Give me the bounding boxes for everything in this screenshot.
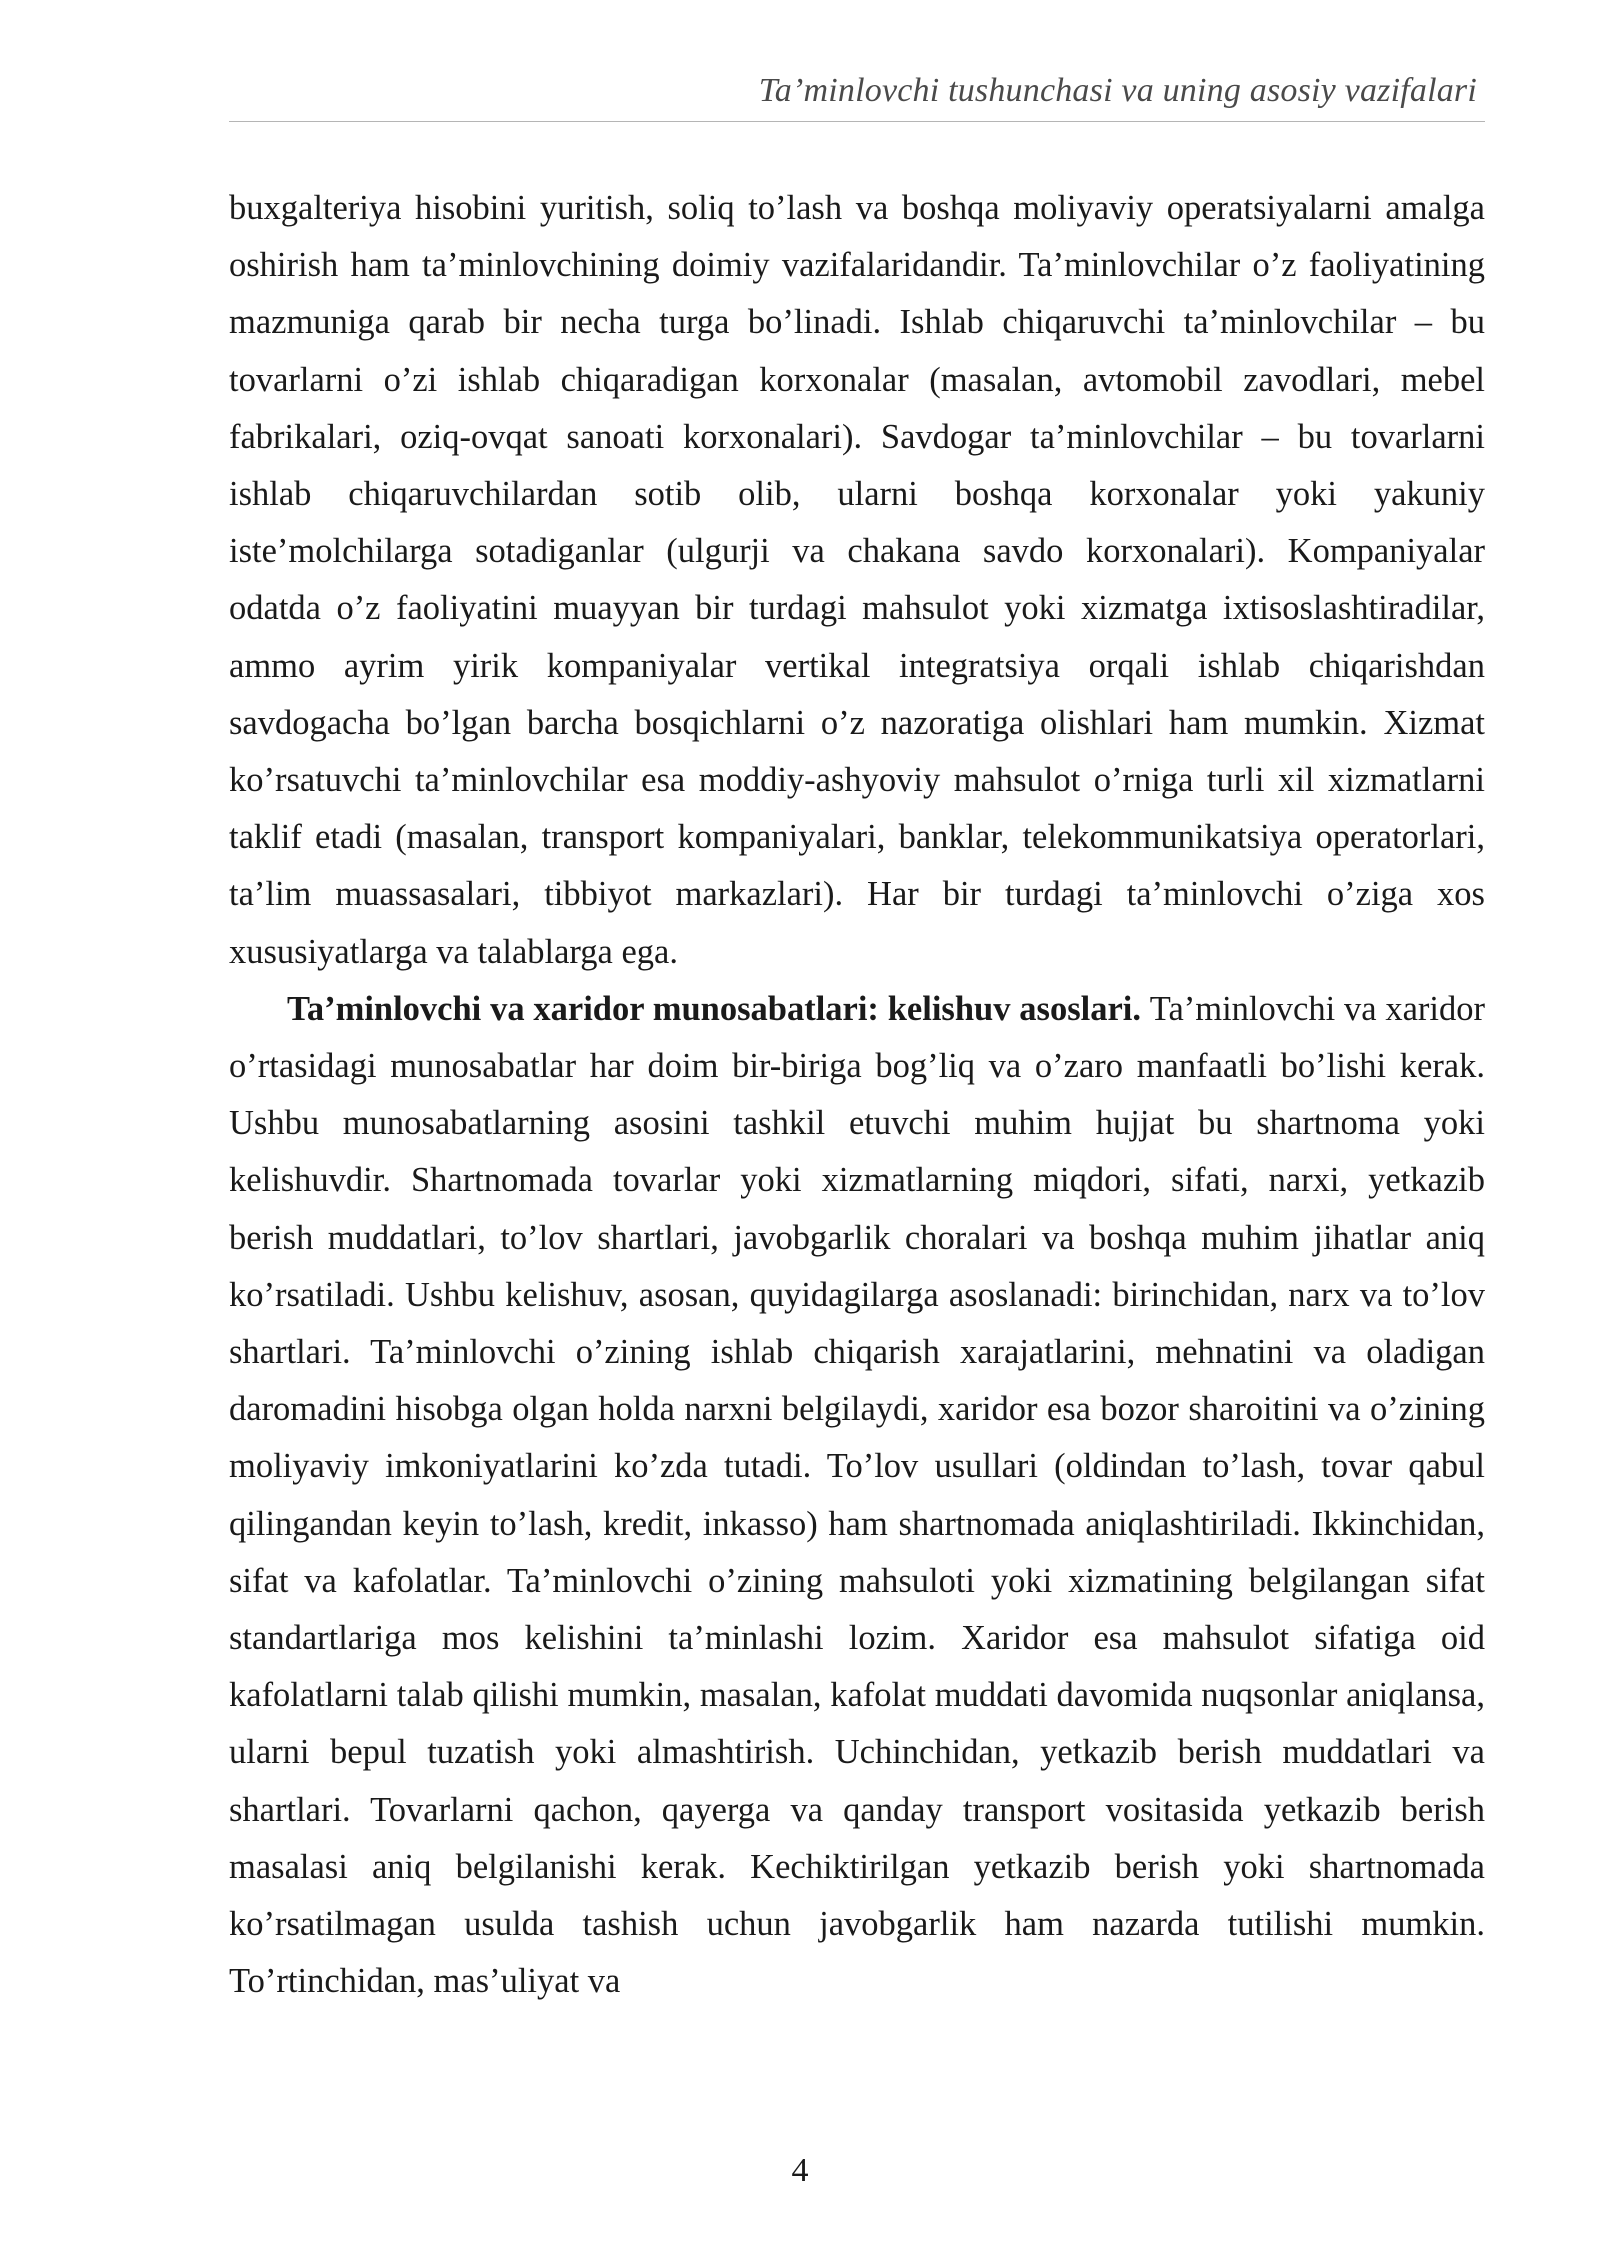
paragraph-continuation	[229, 180, 1485, 981]
section-heading: Ta’minlovchi va xaridor munosabatlari: kelishuv asoslari.	[287, 989, 1150, 1028]
paragraph-text: buxgalteriya hisobini yuritish, soliq to’lash va boshqa moliyaviy operatsiyalarni amalga oshirish ham ta’minlovchining doimiy vazifalaridandir. Ta’minlovchilar o’z faoliyatining mazmuniga qarab bir necha turga bo’linadi. Ishlab chiqaruvchi ta’minlovchilar – bu tovarlarni o’zi ishlab chiqaradigan korxonalar (masalan, avtomobil zavodlari, mebel fabrikalari, oziq-ovqat sanoati korxonalari). Savdogar ta’minlovchilar – bu tovarlarni ishlab chiqaruvchilardan sotib olib, ularni boshqa korxonalar yoki yakuniy iste’molchilarga sotadiganlar (ulgurji va chakana savdo korxonalari). Kompaniyalar odatda o’z faoliyatini muayyan bir turdagi mahsulot yoki xizmatga ixtisoslashtiradilar, ammo ayrim yirik kompaniyalar vertikal integratsiya orqali ishlab chiqarishdan savdogacha bo’lgan barcha bosqichlarni o’z nazoratiga olishlari ham mumkin. Xizmat ko’rsatuvchi ta’minlovchilar esa moddiy-ashyoviy mahsulot o’rniga turli xil xizmatlarni taklif etadi (masalan, transport kompaniyalari, banklar, telekommunikatsiya operatorlari, ta’lim muassasalari, tibbiyot markazlari). Har bir turdagi ta’minlovchi o’ziga xos xususiyatlarga va talablarga ega.	[229, 189, 1485, 971]
paragraph-section	[229, 981, 1485, 2011]
body-text	[229, 180, 1485, 2011]
page-number: 4	[791, 2152, 809, 2189]
paragraph-text: Ta’minlovchi va xaridor o’rtasidagi munosabatlar har doim bir-biriga bog’liq va o’zaro manfaatli bo’lishi kerak. Ushbu munosabatlarning asosini tashkil etuvchi muhim hujjat bu shartnoma yoki kelishuvdir. Shartnomada tovarlar yoki xizmatlarning miqdori, sifati, narxi, yetkazib berish muddatlari, to’lov shartlari, javobgarlik choralari va boshqa muhim jihatlar aniq ko’rsatiladi. Ushbu kelishuv, asosan, quyidagilarga asoslanadi: birinchidan, narx va to’lov shartlari. Ta’minlovchi o’zining ishlab chiqarish xarajatlarini, mehnatini va oladigan daromadini hisobga olgan holda narxni belgilaydi, xaridor esa bozor sharoitini va o’zining moliyaviy imkoniyatlarini ko’zda tutadi. To’lov usullari (oldindan to’lash, tovar qabul qilingandan keyin to’lash, kredit, inkasso) ham shartnomada aniqlashtiriladi. Ikkinchidan, sifat va kafolatlar. Ta’minlovchi o’zining mahsuloti yoki xizmatining belgilangan sifat standartlariga mos kelishini ta’minlashi lozim. Xaridor esa mahsulot sifatiga oid kafolatlarni talab qilishi mumkin, masalan, kafolat muddati davomida nuqsonlar aniqlansa, ularni bepul tuzatish yoki almashtirish. Uchinchidan, yetkazib berish muddatlari va shartlari. Tovarlarni qachon, qayerga va qanday transport vositasida yetkazib berish masalasi aniq belgilanishi kerak. Kechiktirilgan yetkazib berish yoki shartnomada ko’rsatilmagan usulda tashish uchun javobgarlik ham nazarda tutilishi mumkin. To’rtinchidan, mas’uliyat va	[229, 989, 1485, 2001]
header-title: Ta’minlovchi tushunchasi va uning asosiy vazifalari	[758, 72, 1477, 109]
running-header	[229, 62, 1485, 122]
